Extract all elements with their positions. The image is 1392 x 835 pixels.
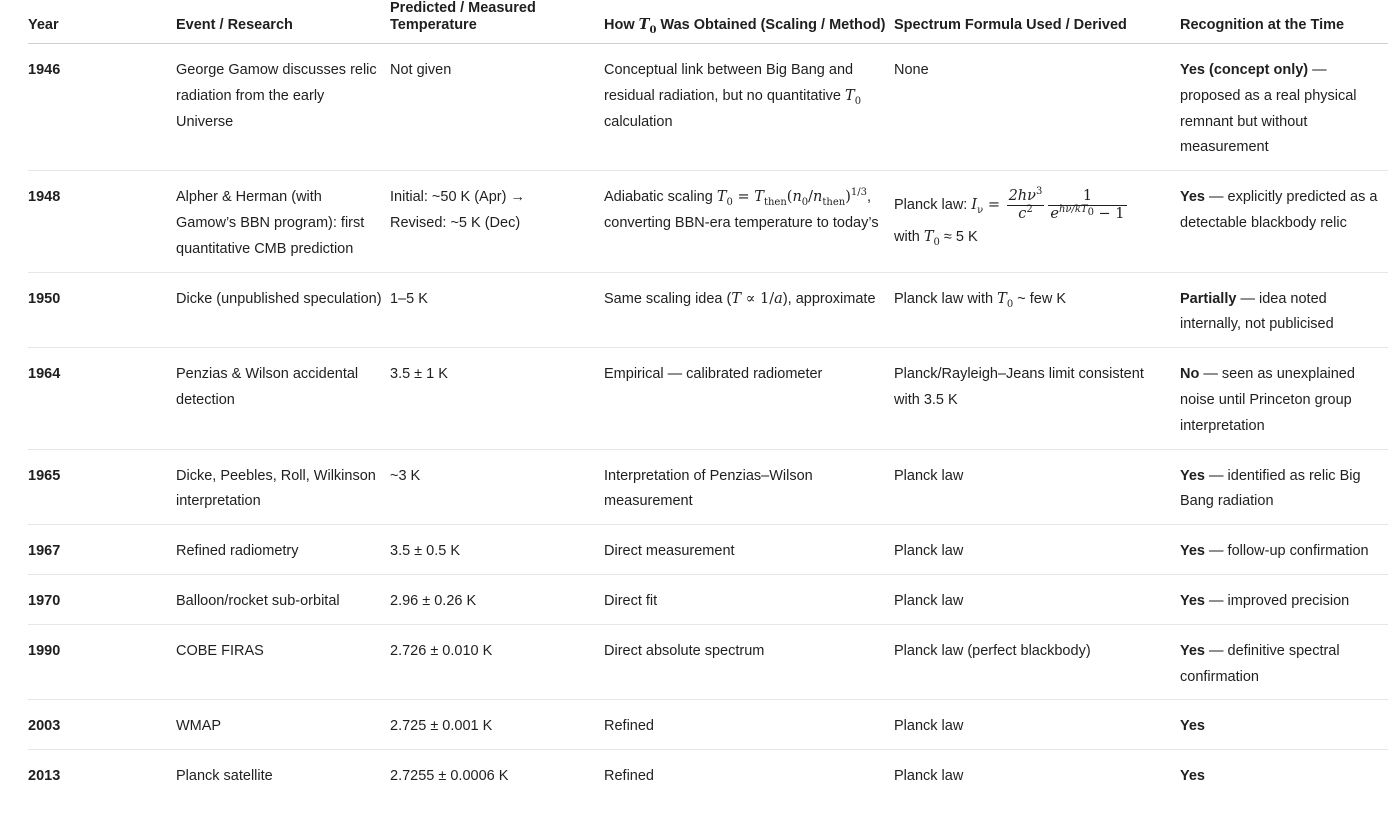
table-row <box>28 171 1388 272</box>
table-row <box>28 574 1388 624</box>
cell-formula: Planck law <box>894 700 1180 750</box>
cell-recognition: Yes — follow-up confirmation <box>1180 525 1388 575</box>
header-method: How $T_0$ Was Obtained (Scaling / Method) <box>604 0 894 44</box>
cell-year: 1950 <box>28 272 176 348</box>
cell-temperature: 3.5 ± 0.5 K <box>390 525 604 575</box>
t0-math: $T_0$ <box>923 229 940 249</box>
cell-event: Planck satellite <box>176 768 273 785</box>
table-row <box>28 348 1388 449</box>
cell-formula: Planck law (perfect blackbody) <box>894 624 1180 700</box>
cell-event: Penzias & Wilson accidental detection <box>176 348 390 449</box>
table-row <box>28 449 1388 525</box>
cell-temperature: 3.5 ± 1 K <box>390 348 604 449</box>
cell-event: Balloon/rocket sub-orbital <box>176 574 390 624</box>
table-row <box>28 700 1388 750</box>
header-method-math: $T_0$ <box>638 16 657 36</box>
cell-formula: Planck law <box>894 525 1180 575</box>
cell-formula: Planck law <box>894 574 1180 624</box>
cell-method: Direct absolute spectrum <box>604 624 894 700</box>
proportional-math: T ∝ 1/a <box>731 290 783 307</box>
cell-temperature: 2.7255 ± 0.0006 K <box>390 768 509 785</box>
cell-method: Same scaling idea (T ∝ 1/a), approximate <box>604 272 894 348</box>
cell-event: WMAP <box>176 700 390 750</box>
table-header-row <box>28 0 1388 44</box>
planck-formula-math: $I_\nu$ = $\frac{2h\nu^3}{c^2}$ $\frac{1}{e^{h\nu/kT_0} - 1}$ <box>971 185 1125 222</box>
cell-year: 1990 <box>28 624 176 700</box>
cell-method: Refined <box>604 700 894 750</box>
cell-year: 1946 <box>28 44 176 171</box>
table-row <box>28 624 1388 700</box>
cell-method: Direct fit <box>604 574 894 624</box>
table-row <box>28 44 1388 171</box>
cell-method: Empirical — calibrated radiometer <box>604 348 894 449</box>
cell-event: Alpher & Herman (with Gamow’s BBN program): first quantitative CMB prediction <box>176 171 390 272</box>
cell-formula: Planck law with $T_0$ ~ few K <box>894 272 1180 348</box>
cell-method: Adiabatic scaling $T_0 = T_{then}(n_0/n_{then})^{1/3}$, converting BBN-era temperature to today’s <box>604 171 894 272</box>
cell-recognition: Yes — identified as relic Big Bang radiation <box>1180 449 1388 525</box>
table-row <box>28 525 1388 575</box>
cell-recognition: Yes — improved precision <box>1180 574 1388 624</box>
cell-method: Direct measurement <box>604 525 894 575</box>
cell-temperature: 2.726 ± 0.010 K <box>390 624 604 700</box>
t0-math: $T_0$ <box>845 87 862 107</box>
cell-method: Conceptual link between Big Bang and residual radiation, but no quantitative $T_0$ calculation <box>604 44 894 171</box>
cmb-history-table <box>28 0 1388 799</box>
cell-method: Interpretation of Penzias–Wilson measurement <box>604 449 894 525</box>
cell-temperature: 2.96 ± 0.26 K <box>390 574 604 624</box>
cell-formula: Planck law <box>894 768 964 785</box>
cell-recognition: Yes — explicitly predicted as a detectable blackbody relic <box>1180 171 1388 272</box>
cell-temperature: 2.725 ± 0.001 K <box>390 700 604 750</box>
cell-recognition: Yes — definitive spectral confirmation <box>1180 624 1388 700</box>
cell-event: Refined radiometry <box>176 525 390 575</box>
t0-math: $T_0$ <box>997 290 1014 310</box>
cell-year: 1970 <box>28 574 176 624</box>
header-formula: Spectrum Formula Used / Derived <box>894 0 1180 44</box>
cell-year: 1965 <box>28 449 176 525</box>
cell-event: COBE FIRAS <box>176 624 390 700</box>
header-recognition: Recognition at the Time <box>1180 0 1388 44</box>
cell-recognition: Yes <box>1180 700 1388 750</box>
table-row <box>28 272 1388 348</box>
header-year: Year <box>28 0 176 44</box>
cell-recognition: No — seen as unexplained noise until Princeton group interpretation <box>1180 348 1388 449</box>
cell-recognition: Partially — idea noted internally, not publicised <box>1180 272 1388 348</box>
cell-temperature: ~3 K <box>390 449 604 525</box>
cell-year: 1964 <box>28 348 176 449</box>
cell-formula: Planck law <box>894 449 1180 525</box>
cell-event: Dicke (unpublished speculation) <box>176 272 390 348</box>
table-row <box>28 750 1388 799</box>
cell-recognition: Yes <box>1180 768 1205 785</box>
cell-year: 2003 <box>28 700 176 750</box>
cell-formula: None <box>894 44 1180 171</box>
cell-year: 1967 <box>28 525 176 575</box>
cell-temperature: Initial: ~50 K (Apr) → Revised: ~5 K (Dec) <box>390 171 604 272</box>
cell-event: George Gamow discusses relic radiation from the early Universe <box>176 44 390 171</box>
cell-year: 2013 <box>28 768 61 785</box>
cell-formula: Planck/Rayleigh–Jeans limit consistent with 3.5 K <box>894 348 1180 449</box>
cell-event: Dicke, Peebles, Roll, Wilkinson interpretation <box>176 449 390 525</box>
cell-year: 1948 <box>28 171 176 272</box>
cell-method: Refined <box>604 768 654 785</box>
header-event: Event / Research <box>176 0 390 44</box>
cell-recognition: Yes (concept only) — proposed as a real physical remnant but without measurement <box>1180 44 1388 171</box>
cell-temperature: 1–5 K <box>390 272 604 348</box>
scaling-math: $T_0 = T_{then}(n_0/n_{then})^{1/3}$ <box>716 187 867 209</box>
header-temperature: Predicted / Measured Temperature <box>390 0 604 44</box>
cell-formula: Planck law: $I_\nu$ = $\frac{2h\nu^3}{c^2}$ $\frac{1}{e^{h\nu/kT_0} - 1}$ with $T_0 \approx 5$ K <box>894 171 1180 272</box>
cell-temperature: Not given <box>390 44 604 171</box>
